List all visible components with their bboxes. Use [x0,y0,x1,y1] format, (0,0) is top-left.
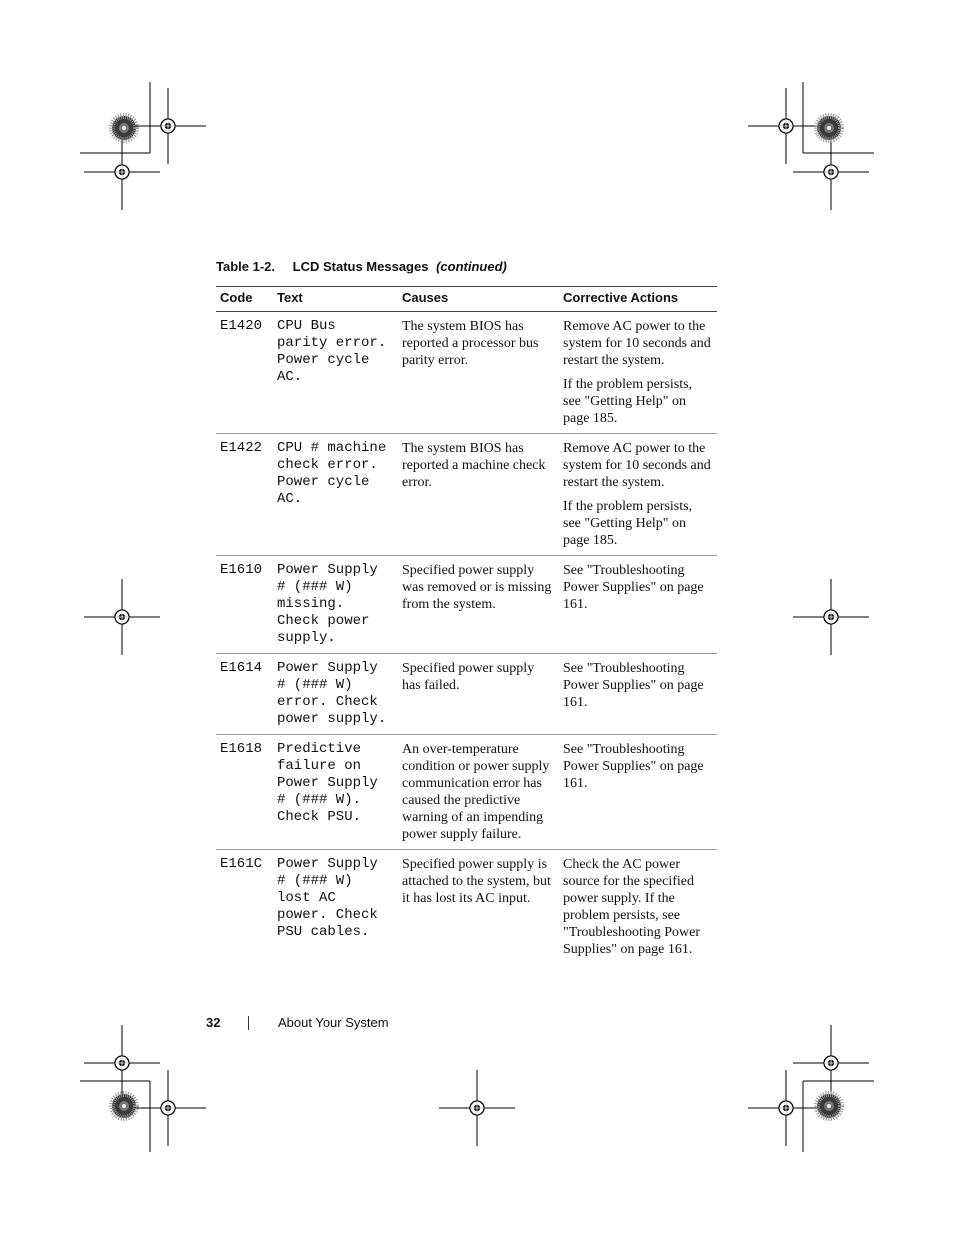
corrective-action-step: Remove AC power to the system for 10 seconds and restart the system. [563,319,711,368]
corrective-action-step: If the problem persists, see "Getting Help" on page 185. [563,377,693,426]
table-row [216,654,717,735]
bottom-left-crop-marks [80,1025,206,1152]
message-text: Power Supply # (### W) missing. Check power supply. [273,556,398,654]
top-right-crop-marks [748,82,874,210]
corrective-action-step: See "Troubleshooting Power Supplies" on page 161. [563,661,704,710]
table-row [216,434,717,556]
bottom-center-mark [439,1070,515,1146]
section-title: About Your System [278,1015,389,1030]
corrective-action [559,434,717,556]
message-text: Power Supply # (### W) error. Check power supply. [273,654,398,735]
message-cause: Specified power supply has failed. [398,654,559,735]
message-cause: The system BIOS has reported a machine check error. [398,434,559,556]
page-number: 32 [206,1015,221,1030]
message-text: Predictive failure on Power Supply # (### W). Check PSU. [273,735,398,850]
corrective-action [559,556,717,654]
message-code: E1420 [216,312,273,434]
message-cause: Specified power supply is attached to the system, but it has lost its AC input. [402,857,551,906]
table-header-row [216,287,717,312]
message-cause: An over-temperature condition or power supply communication error has caused the predictive warning of an impending power supply failure. [398,735,559,850]
corrective-action-step: Check the AC power source for the specified power supply. If the problem persists, see "Troubleshooting Power Supplies" on page 161. [563,857,701,957]
corrective-action-step: See "Troubleshooting Power Supplies" on page 161. [563,563,704,612]
table-title: LCD Status Messages [292,259,429,274]
message-code: E1610 [216,556,273,654]
corrective-action [559,312,717,434]
top-left-crop-marks [80,82,206,210]
corrective-action-step: If the problem persists, see "Getting Help" on page 185. [563,499,693,548]
message-code: E1614 [216,654,273,735]
message-text: Power Supply # (### W) lost AC power. Check PSU cables. [277,856,378,940]
message-code: E1422 [216,434,273,556]
table-row [216,850,717,965]
corrective-action [559,850,717,965]
corrective-action-step: See "Troubleshooting Power Supplies" on page 161. [563,742,704,791]
header-causes: Causes [398,287,559,312]
footer-separator [248,1016,249,1030]
table-row [216,556,717,654]
table-caption [216,259,507,274]
table-number: Table 1-2. [216,259,276,274]
message-text: CPU Bus parity error. Power cycle AC. [273,312,398,434]
message-cause: Specified power supply was removed or is missing from the system. [398,556,559,654]
bottom-right-crop-marks [748,1025,874,1152]
corrective-action [559,654,717,735]
table-continued-label: (continued) [436,259,507,274]
table-row [216,312,717,434]
message-code: E1618 [216,735,273,850]
lcd-status-messages-table [216,286,717,964]
header-corrective-actions: Corrective Actions [559,287,717,312]
corrective-action-step: Remove AC power to the system for 10 seconds and restart the system. [563,441,711,490]
table-row [216,735,717,850]
corrective-action [559,735,717,850]
message-text: CPU # machine check error. Power cycle AC. [273,434,398,556]
header-code: Code [216,287,273,312]
message-code: E161C [220,856,263,872]
header-text: Text [273,287,398,312]
message-cause: The system BIOS has reported a processor bus parity error. [398,312,559,434]
